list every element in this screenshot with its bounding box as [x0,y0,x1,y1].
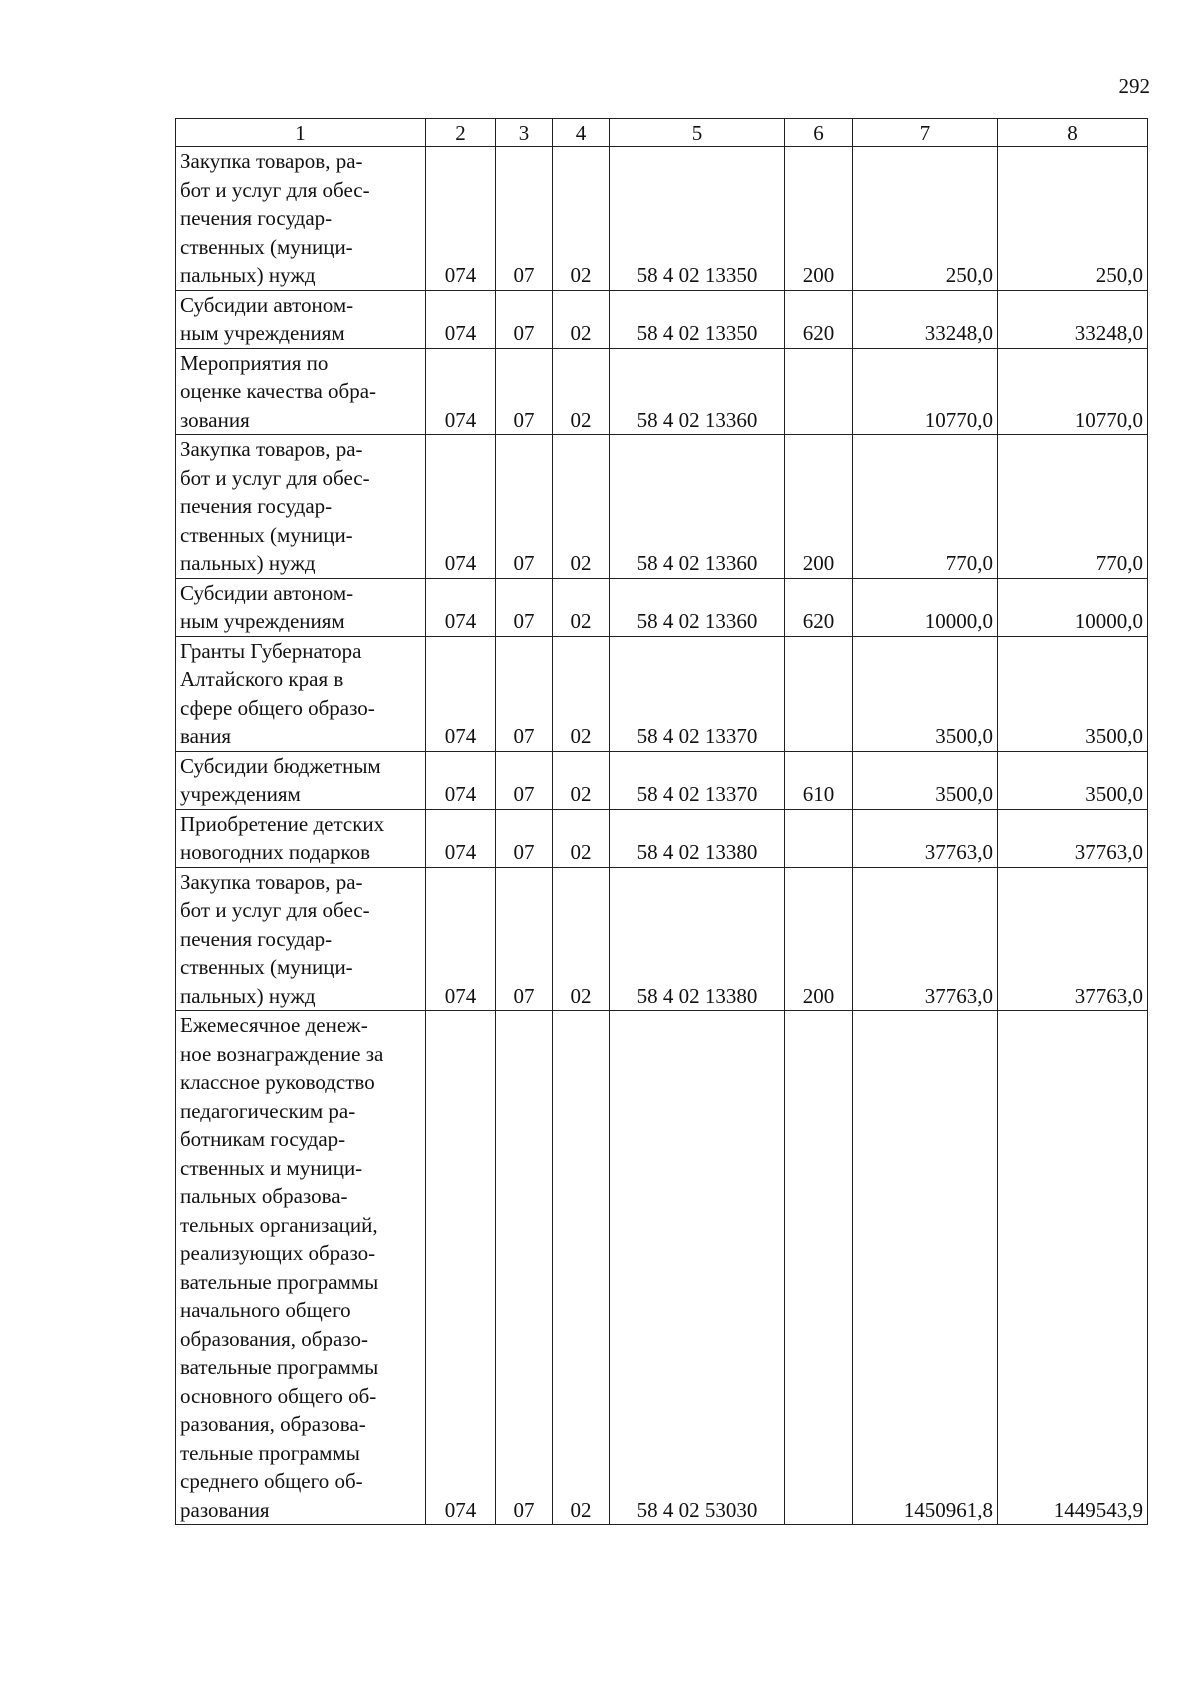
cell-amount-year-1: 10000,0 [853,578,998,636]
item-name-line: среднего общего об- [180,1469,363,1493]
cell-section: 07 [496,348,553,435]
cell-item-name [176,147,426,291]
cell-item-name [176,348,426,435]
table-row [176,636,1148,751]
cell-amount-year-2: 3500,0 [998,751,1148,809]
item-name-line: бот и услуг для обес- [180,465,370,490]
item-name-line: учреждениям [180,782,301,806]
cell-item-name [176,809,426,867]
column-header: 8 [998,119,1148,147]
item-name-line: зования [180,407,250,432]
cell-subsection: 02 [553,1011,610,1525]
cell-subsection: 02 [553,578,610,636]
cell-section: 07 [496,290,553,348]
cell-item-name [176,636,426,751]
cell-subsection: 02 [553,636,610,751]
item-name-line: новогодних подарков [180,840,371,864]
cell-ministry-code: 074 [426,809,496,867]
table-row [176,290,1148,348]
cell-target-article: 58 4 02 13350 [610,147,785,291]
item-name-line: печения государ- [180,494,333,518]
cell-item-name [176,435,426,579]
cell-expense-type: 620 [785,290,853,348]
cell-amount-year-2: 3500,0 [998,636,1148,751]
cell-target-article: 58 4 02 13360 [610,348,785,435]
item-name-line: тельных организаций, [180,1212,378,1237]
cell-subsection: 02 [553,147,610,291]
item-name-line: оценке качества обра- [180,379,377,403]
cell-section: 07 [496,147,553,291]
column-header: 5 [610,119,785,147]
cell-section: 07 [496,636,553,751]
item-name-line: разования [180,1497,270,1522]
cell-section: 07 [496,578,553,636]
cell-ministry-code: 074 [426,147,496,291]
item-name-line: реализующих образо- [180,1241,376,1265]
cell-ministry-code: 074 [426,290,496,348]
cell-target-article: 58 4 02 13370 [610,751,785,809]
item-name-line: бот и услуг для обес- [180,177,370,202]
cell-section: 07 [496,1011,553,1525]
item-name-line: пальных) нужд [180,551,316,575]
cell-ministry-code: 074 [426,867,496,1011]
item-name-line: пальных образова- [180,1184,348,1208]
column-header: 6 [785,119,853,147]
cell-item-name [176,290,426,348]
cell-expense-type: 200 [785,435,853,579]
item-name-line: ственных и муници- [180,1155,363,1180]
cell-section: 07 [496,809,553,867]
item-name-line: бот и услуг для обес- [180,898,370,922]
cell-target-article: 58 4 02 13380 [610,867,785,1011]
cell-amount-year-2: 33248,0 [998,290,1148,348]
cell-amount-year-1: 37763,0 [853,867,998,1011]
cell-expense-type: 620 [785,578,853,636]
item-name-line: Закупка товаров, ра- [180,869,363,894]
table-row [176,578,1148,636]
table-row [176,751,1148,809]
header-row [176,119,1148,147]
cell-subsection: 02 [553,348,610,435]
table-row [176,348,1148,435]
cell-amount-year-1: 33248,0 [853,290,998,348]
item-name-line: печения государ- [180,206,333,230]
table-row [176,147,1148,291]
cell-amount-year-2: 250,0 [998,147,1148,291]
item-name-line: педагогическим ра- [180,1098,356,1123]
item-name-line: ственных (муници- [180,234,353,259]
table-row [176,1011,1148,1525]
table-body [176,147,1148,1525]
item-name-line: пальных) нужд [180,263,316,287]
cell-amount-year-2: 10770,0 [998,348,1148,435]
cell-ministry-code: 074 [426,636,496,751]
item-name-line: образования, образо- [180,1326,368,1351]
item-name-line: вательные программы [180,1269,379,1294]
item-name-line: Приобретение детских [180,811,385,836]
cell-target-article: 58 4 02 13370 [610,636,785,751]
item-name-line: Субсидии бюджетным [180,753,381,778]
cell-ministry-code: 074 [426,348,496,435]
cell-amount-year-2: 770,0 [998,435,1148,579]
item-name-line: вания [180,724,232,748]
cell-expense-type [785,809,853,867]
cell-ministry-code: 074 [426,1011,496,1525]
cell-target-article: 58 4 02 13360 [610,578,785,636]
item-name-line: Субсидии автоном- [180,292,354,317]
column-header: 7 [853,119,998,147]
cell-subsection: 02 [553,290,610,348]
cell-expense-type: 610 [785,751,853,809]
item-name-line: ным учреждениям [180,609,345,633]
cell-amount-year-1: 3500,0 [853,636,998,751]
cell-amount-year-2: 37763,0 [998,809,1148,867]
cell-expense-type: 200 [785,867,853,1011]
item-name-line: ственных (муници- [180,955,353,979]
table-row [176,809,1148,867]
cell-target-article: 58 4 02 13380 [610,809,785,867]
cell-subsection: 02 [553,867,610,1011]
cell-subsection: 02 [553,435,610,579]
cell-amount-year-2: 37763,0 [998,867,1148,1011]
item-name-line: Ежемесячное денеж- [180,1013,368,1037]
cell-amount-year-2: 1449543,9 [998,1011,1148,1525]
item-name-line: тельные программы [180,1440,360,1465]
page-number: 292 [1118,74,1150,98]
cell-ministry-code: 074 [426,435,496,579]
item-name-line: начального общего [180,1298,351,1322]
budget-table [175,118,1148,1525]
column-header: 2 [426,119,496,147]
item-name-line: Субсидии автоном- [180,580,354,605]
cell-amount-year-1: 770,0 [853,435,998,579]
column-header: 4 [553,119,610,147]
cell-target-article: 58 4 02 53030 [610,1011,785,1525]
cell-expense-type: 200 [785,147,853,291]
cell-amount-year-1: 250,0 [853,147,998,291]
item-name-line: Алтайского края в [180,667,344,691]
item-name-line: Закупка товаров, ра- [180,437,363,461]
column-header: 1 [176,119,426,147]
cell-section: 07 [496,751,553,809]
item-name-line: ным учреждениям [180,321,345,345]
cell-ministry-code: 074 [426,578,496,636]
cell-expense-type [785,1011,853,1525]
cell-amount-year-1: 10770,0 [853,348,998,435]
item-name-line: вательные программы [180,1355,379,1379]
cell-amount-year-2: 10000,0 [998,578,1148,636]
item-name-line: ное вознаграждение за [180,1041,384,1066]
cell-expense-type [785,636,853,751]
cell-item-name [176,1011,426,1525]
cell-subsection: 02 [553,809,610,867]
cell-target-article: 58 4 02 13360 [610,435,785,579]
cell-amount-year-1: 37763,0 [853,809,998,867]
item-name-line: Закупка товаров, ра- [180,149,363,173]
cell-amount-year-1: 3500,0 [853,751,998,809]
item-name-line: Гранты Губернатора [180,638,362,663]
item-name-line: классное руководство [180,1070,375,1094]
cell-ministry-code: 074 [426,751,496,809]
item-name-line: Мероприятия по [180,350,329,375]
item-name-line: ственных (муници- [180,522,353,547]
cell-expense-type [785,348,853,435]
cell-section: 07 [496,867,553,1011]
cell-item-name [176,867,426,1011]
cell-amount-year-1: 1450961,8 [853,1011,998,1525]
item-name-line: разования, образова- [180,1412,366,1436]
table-row [176,435,1148,579]
item-name-line: основного общего об- [180,1383,377,1408]
item-name-line: ботникам государ- [180,1127,346,1151]
cell-subsection: 02 [553,751,610,809]
table-row [176,867,1148,1011]
item-name-line: пальных) нужд [180,983,316,1008]
cell-item-name [176,751,426,809]
column-header: 3 [496,119,553,147]
cell-target-article: 58 4 02 13350 [610,290,785,348]
cell-item-name [176,578,426,636]
item-name-line: сфере общего образо- [180,695,375,720]
cell-section: 07 [496,435,553,579]
item-name-line: печения государ- [180,926,333,951]
